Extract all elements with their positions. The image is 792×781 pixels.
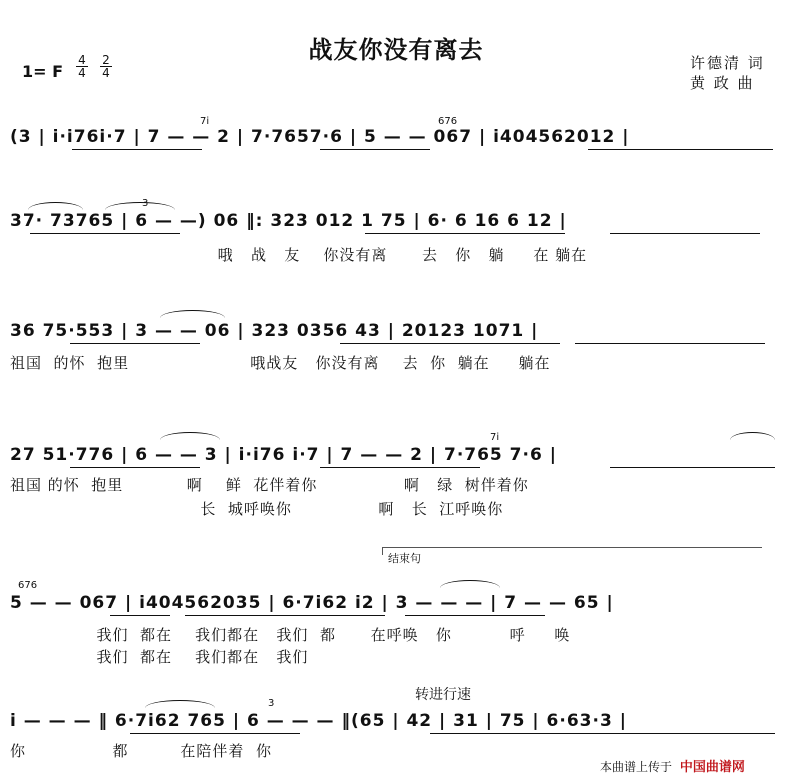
beam-line xyxy=(430,733,775,734)
time-signature-4-4 xyxy=(76,54,88,79)
lyric-line: 长 城呼唤你 啊 长 江呼唤你 xyxy=(10,500,504,518)
beam-line xyxy=(365,233,565,234)
composer-credit: 黄 政 曲 xyxy=(690,74,755,92)
beam-line xyxy=(185,615,385,616)
site-brand-logo: 中国曲谱网 xyxy=(679,760,745,775)
slur-mark xyxy=(730,432,775,440)
beam-line xyxy=(320,467,480,468)
meter-denominator: 4 xyxy=(102,66,110,80)
lyric-line: 祖国 的怀 抱里 啊 鲜 花伴着你 啊 绿 树伴着你 xyxy=(10,476,529,494)
beam-line xyxy=(110,615,170,616)
source-footer xyxy=(600,756,745,775)
grace-note-mark: 7i xyxy=(200,116,210,127)
footer-text: 本曲谱上传于 xyxy=(600,760,673,774)
lyric-line: 我们 都在 我们都在 我们 xyxy=(10,648,309,666)
notation-line: 36 75·553 | 3 — — 06 | 323 0356 43 | 20123 1071 | xyxy=(10,321,539,341)
key-signature: 1= F xyxy=(22,62,64,81)
beam-line xyxy=(610,233,760,234)
page-title: 战友你没有离去 xyxy=(308,35,484,64)
beam-line xyxy=(588,149,773,150)
notation-line: 37· 73765 | 6 — —) 06 ‖: 323 012 1 75 | 6· 6 16 6 12 | xyxy=(10,211,567,231)
time-signature-2-4 xyxy=(100,54,112,79)
ending-bracket-tick xyxy=(382,547,383,555)
beam-line xyxy=(70,467,200,468)
notation-line: 27 51·776 | 6 — — 3 | i·i76 i·7 | 7 — — 2 | 7·765 7·6 | xyxy=(10,445,557,465)
beam-line xyxy=(575,343,765,344)
lyric-line: 哦 战 友 你没有离 去 你 躺 在 躺在 xyxy=(10,246,588,264)
beam-line xyxy=(70,343,200,344)
score-row-2 xyxy=(10,198,780,264)
score-row-4 xyxy=(10,432,780,518)
beam-line xyxy=(72,149,202,150)
beam-line xyxy=(30,233,180,234)
meter-denominator: 4 xyxy=(78,66,86,80)
lyric-line: 祖国 的怀 抱里 哦战友 你没有离 去 你 躺在 躺在 xyxy=(10,354,551,372)
beam-line xyxy=(340,343,560,344)
beam-line xyxy=(405,615,545,616)
beam-line xyxy=(610,467,775,468)
slur-mark xyxy=(145,700,215,708)
grace-note-mark: 676 xyxy=(18,580,38,591)
lyricist-credit: 许德清 词 xyxy=(690,54,765,72)
notation-line: i — — — ‖ 6·7i62 765 | 6 — — — ‖(65 | 42 | 31 | 75 | 6·63·3 | xyxy=(10,711,627,731)
ending-label: 结束句 xyxy=(388,552,421,565)
notation-line: 5 — — 067 | i404562035 | 6·7i62 i2 | 3 — — — | 7 — — 65 | xyxy=(10,593,614,613)
meter-numerator: 4 xyxy=(76,54,88,67)
ending-bracket xyxy=(382,547,762,548)
score-row-6 xyxy=(10,698,780,760)
slur-mark xyxy=(28,202,83,210)
score-row-5 xyxy=(10,580,780,666)
slur-mark xyxy=(160,310,225,318)
score-row-3 xyxy=(10,320,780,372)
meter-numerator: 2 xyxy=(100,54,112,67)
slur-mark xyxy=(440,580,500,588)
triplet-mark: 3 xyxy=(268,698,275,709)
slur-mark xyxy=(160,432,220,440)
lyric-line: 我们 都在 我们都在 我们 都 在呼唤 你 呼 唤 xyxy=(10,626,571,644)
lyric-line: 你 都 在陪伴着 你 xyxy=(10,742,272,760)
grace-note-mark: 676 xyxy=(438,116,458,127)
grace-note-mark: 7i xyxy=(490,432,500,443)
beam-line xyxy=(320,149,430,150)
beam-line xyxy=(130,733,300,734)
notation-line: (3 | i·i76i·7 | 7 — — 2 | 7·7657·6 | 5 — — 067 | i404562012 | xyxy=(10,127,630,147)
triplet-mark: 3 xyxy=(142,198,149,209)
tempo-marking: 转进行速 xyxy=(415,687,471,703)
slur-mark xyxy=(105,202,175,210)
score-row-1 xyxy=(10,116,780,166)
